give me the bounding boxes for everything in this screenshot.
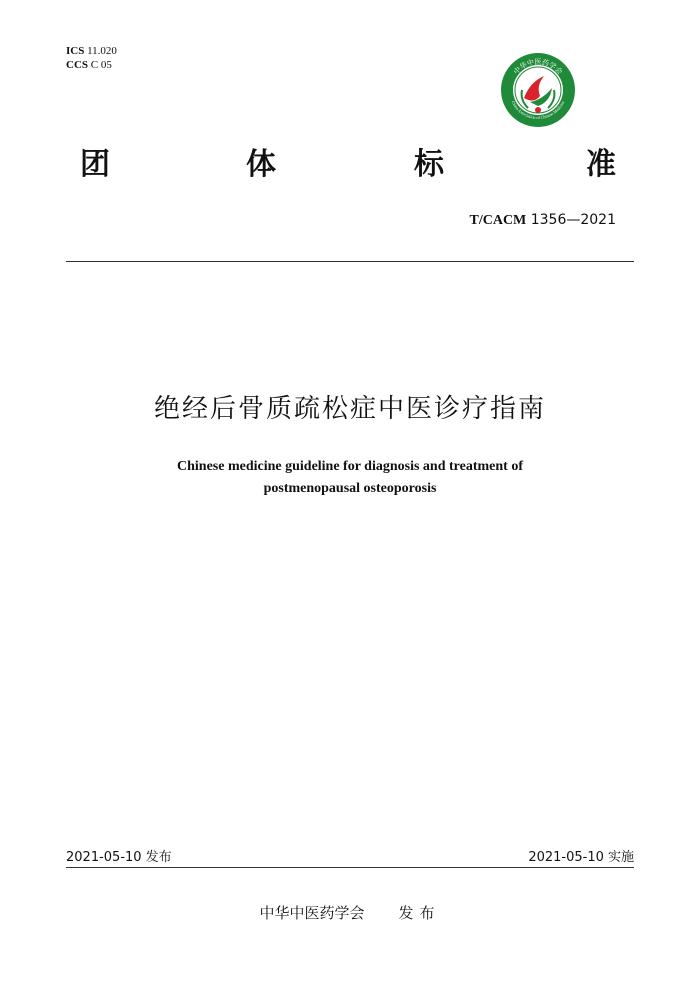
standard-number: [470, 212, 617, 229]
title-english-line1: Chinese medicine guideline for diagnosis and treatment of: [177, 459, 523, 474]
publisher-line: [0, 902, 700, 923]
standard-type-char: 标: [414, 147, 444, 182]
publisher-action: 发布: [398, 904, 441, 922]
standard-type-char: 准: [586, 147, 616, 182]
ics-code: [66, 44, 117, 58]
title-english-line2: postmenopausal osteoporosis: [263, 481, 437, 496]
standard-type-heading: [0, 140, 700, 190]
publisher-name: 中华中医药学会: [259, 904, 365, 922]
ccs-label: CCS: [66, 59, 89, 71]
ccs-code: [66, 58, 117, 72]
logo-top-text: 中华中医药学会: [512, 58, 564, 77]
standard-type-char: 体: [246, 147, 276, 182]
standard-number-prefix: T/CACM: [469, 213, 527, 228]
classification-codes: [66, 44, 117, 72]
association-logo-icon: [500, 52, 576, 128]
title-chinese: 绝经后骨质疏松症中医诊疗指南: [153, 394, 546, 424]
top-divider: [66, 261, 634, 262]
ics-label: ICS: [66, 45, 85, 57]
publish-date: 2021-05-10 发布: [66, 850, 172, 865]
logo-bottom-text: China Association of Chinese Medicine: [510, 100, 566, 121]
implement-date: 2021-05-10 实施: [528, 850, 634, 865]
ics-value: 11.020: [87, 45, 117, 57]
standard-number-value: 1356—2021: [530, 212, 616, 228]
ccs-value: C 05: [90, 59, 112, 71]
title-english: [0, 456, 700, 500]
bottom-divider: [66, 867, 634, 868]
standard-type-char: 团: [80, 147, 110, 182]
